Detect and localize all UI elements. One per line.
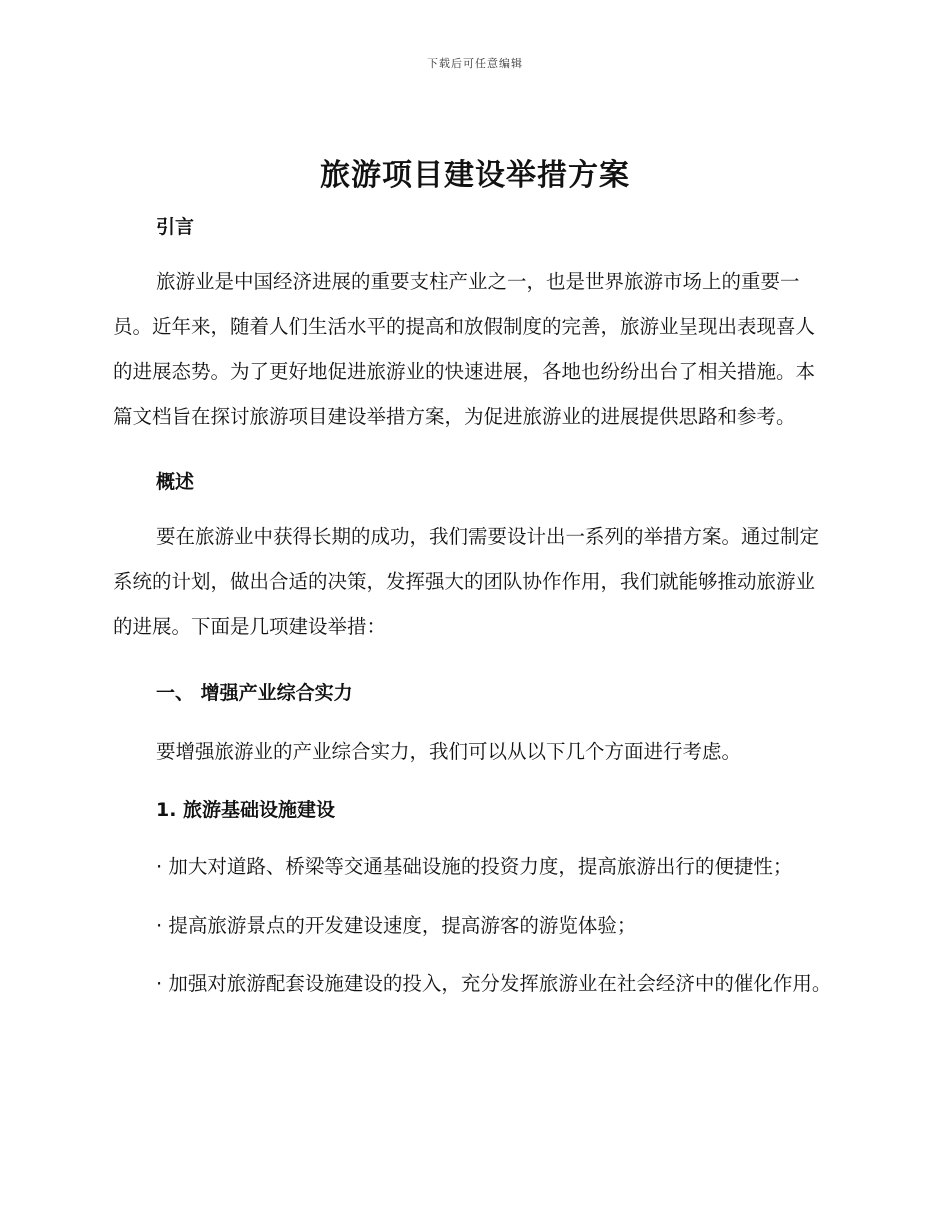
bullet-item: · 加强对旅游配套设施建设的投入，充分发挥旅游业在社会经济中的催化作用。: [156, 972, 832, 995]
intro-paragraph: 旅游业是中国经济进展的重要支柱产业之一，也是世界旅游市场上的重要一员。近年来，随着人们生活水平的提高和放假制度的完善，旅游业呈现出表现喜人的进展态势。为了更好地促进旅游业的快速进展，各地也纷纷出台了相关措施。本篇文档旨在探讨旅游项目建设举措方案，为促进旅游业的进展提供思路和参考。: [113, 270, 816, 428]
document-body: [113, 200, 833, 1006]
subsection1-heading: 1. 旅游基础设施建设: [156, 799, 336, 821]
overview-heading: 概述: [156, 471, 195, 493]
overview-paragraph: 要在旅游业中获得长期的成功，我们需要设计出一系列的举措方案。通过制定系统的计划，做出合适的决策，发挥强大的团队协作作用，我们就能够推动旅游业的进展。下面是几项建设举措：: [113, 525, 820, 638]
bullet-item: · 加大对道路、桥梁等交通基础设施的投资力度，提高旅游出行的便捷性；: [156, 855, 793, 878]
intro-heading: 引言: [156, 216, 195, 238]
section1-paragraph: 要增强旅游业的产业综合实力，我们可以从以下几个方面进行考虑。: [156, 740, 742, 763]
bullet-item: · 提高旅游景点的开发建设速度，提高游客的游览体验；: [156, 914, 637, 937]
section1-heading: 一、 增强产业综合实力: [156, 682, 353, 704]
document-title: 旅游项目建设举措方案: [320, 158, 630, 193]
header-note: 下载后可任意编辑: [427, 57, 523, 70]
